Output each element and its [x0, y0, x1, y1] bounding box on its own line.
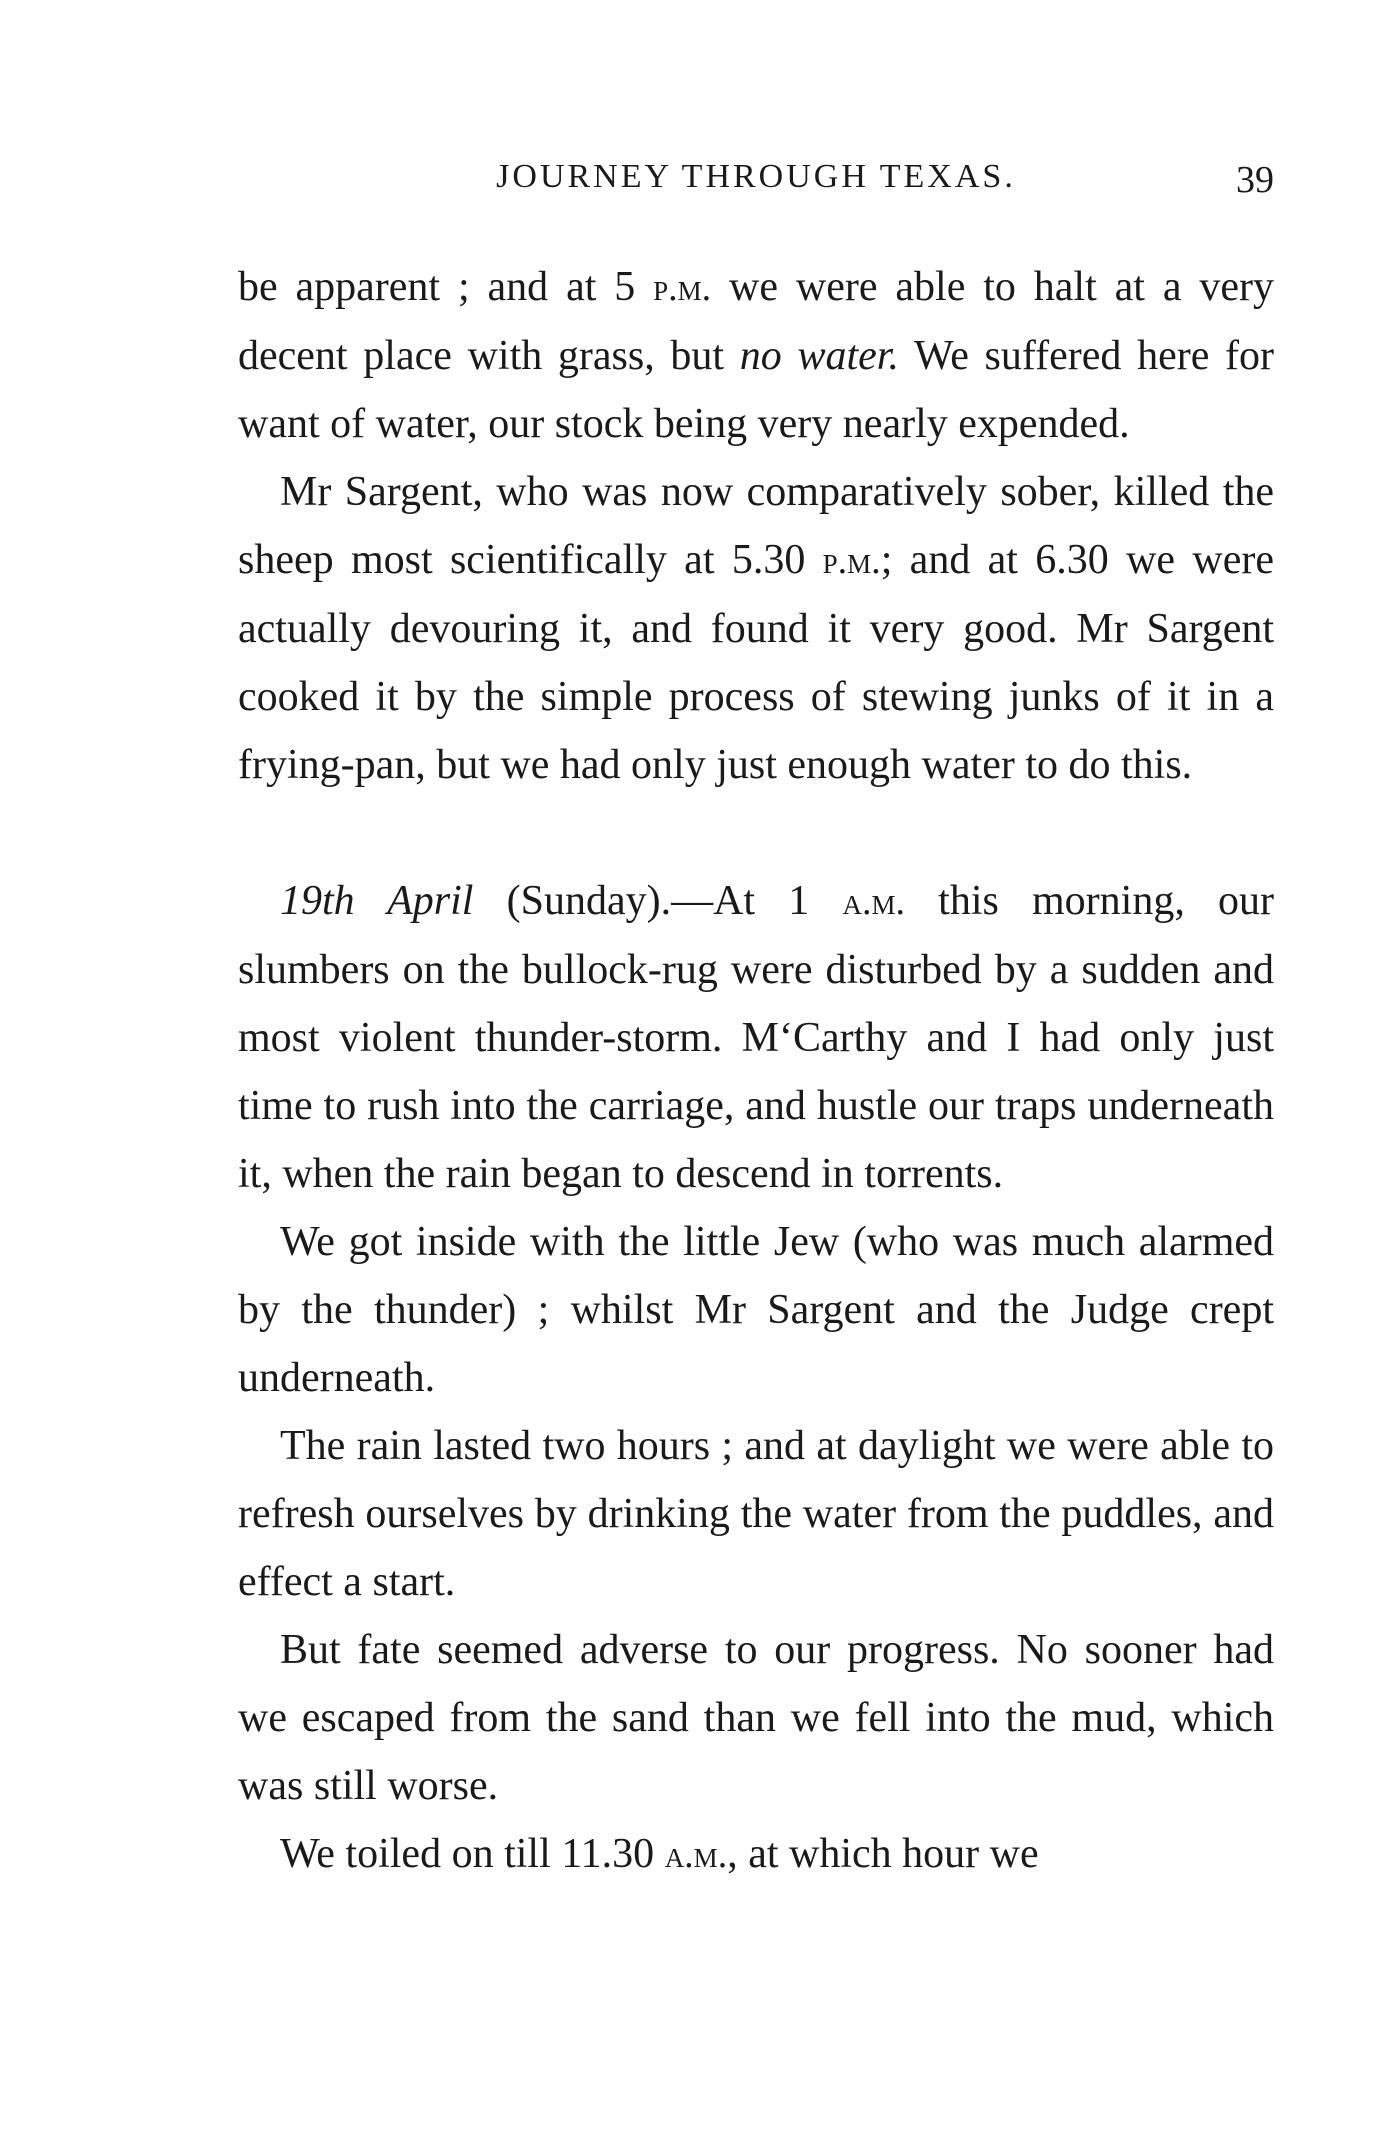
paragraph-5: The rain lasted two hours ; and at daylight we were able to refresh ourselves by drinking the water from the puddles, and effect a start.: [238, 1423, 1274, 1605]
paragraph-3-dated-entry: [238, 867, 1274, 1208]
text-run: We toiled on till 11.30: [280, 1831, 665, 1877]
time-abbreviation: p.m.: [822, 540, 881, 582]
running-title: JOURNEY THROUGH TEXAS.: [496, 158, 1016, 195]
time-abbreviation: a.m.: [842, 881, 905, 923]
text-run: ; and at 6.30 we were actually devouring it, and found it very good. Mr Sargent cooked it by the simple process of stewing junks of it in a frying-pan, but we had only just enough water to do this.: [238, 537, 1274, 788]
emphasis: no water.: [739, 333, 900, 379]
paragraph-2: [238, 458, 1274, 799]
text-run: this morning, our slumbers on the bullock-rug were disturbed by a sudden and most violent thunder-storm. M‘Carthy and I had only just time to rush into the carriage, and hustle our traps underneath it, when the rain began to descend in torrents.: [238, 878, 1274, 1197]
paragraph-1: [238, 253, 1274, 458]
entry-date: 19th April: [280, 878, 474, 924]
text-run: (Sunday).—At 1: [473, 878, 843, 924]
time-abbreviation: p.m.: [653, 267, 712, 309]
text-run: , at which hour we: [727, 1831, 1039, 1877]
page-number: 39: [1236, 159, 1274, 201]
body-text: [238, 253, 1274, 1889]
text-run: We suffered here for want of water, our stock being very nearly expended.: [238, 333, 1275, 447]
paragraph-7: [238, 1820, 1274, 1889]
paragraph-4: We got inside with the little Jew (who was much alarmed by the thunder) ; whilst Mr Sargent and the Judge crept underneath.: [238, 1219, 1274, 1401]
text-run: Mr Sargent, who was now comparatively sober, killed the sheep most scientifically at 5.30: [238, 469, 1274, 583]
text-run: we were able to halt at a very decent place with grass, but: [238, 264, 1274, 379]
text-run: be apparent ; and at 5: [238, 264, 654, 310]
time-abbreviation: a.m.: [664, 1834, 728, 1876]
running-head: [238, 158, 1274, 208]
paragraph-6: But fate seemed adverse to our progress. No sooner had we escaped from the sand than we fell into the mud, which was still worse.: [238, 1627, 1274, 1809]
